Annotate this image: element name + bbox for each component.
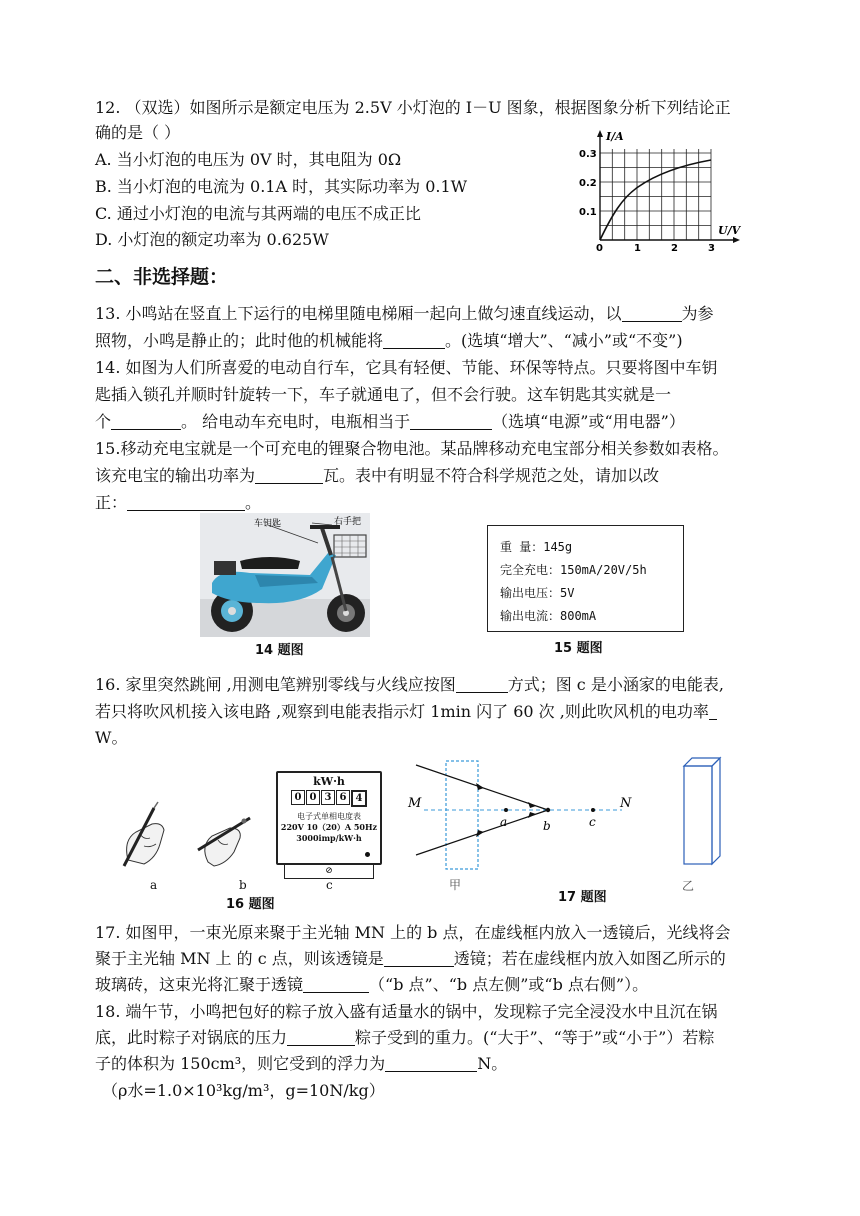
graph-x-tick: 1 xyxy=(634,243,641,252)
fig16-label-a: a xyxy=(150,878,158,892)
q15-blank-1[interactable] xyxy=(255,467,323,484)
label-n: N xyxy=(620,796,632,811)
fig17-caption: 17 题图 xyxy=(558,890,607,905)
q14-line2: 匙插入锁孔并顺时针旋转一下，车子就通电了，但不会行驶。这车钥匙其实就是一 xyxy=(95,385,672,404)
meter-unit: kW·h xyxy=(313,775,345,788)
graph-y-label: I/A xyxy=(606,130,624,143)
q13-blank-1[interactable] xyxy=(622,305,682,322)
q18-blank-2[interactable] xyxy=(385,1055,477,1072)
meter-digit: 0 xyxy=(306,790,320,805)
label-m: M xyxy=(408,796,422,811)
test-pen-hand-b xyxy=(190,806,260,868)
q16-blank-1[interactable] xyxy=(456,676,508,693)
q13-line1: 13. 小鸣站在竖直上下运行的电梯里随电梯厢一起向上做匀速直线运动，以 为参 xyxy=(95,304,714,323)
q17-blank-1[interactable] xyxy=(384,950,454,967)
q12-stem-line2: 确的是（ ） xyxy=(95,123,181,142)
q15-line3: 正： 。 xyxy=(95,493,262,512)
q14-blank-1[interactable] xyxy=(111,413,181,430)
q16-line2: 若只将吹风机接入该电路 ,观察到电能表指示灯 1min 闪了 60 次 ,则此吹风机的电功率 xyxy=(95,701,717,723)
bike-key-label: 车钥匙 xyxy=(254,519,282,529)
meter-line3: 3000imp/kW·h xyxy=(296,833,362,843)
q18-line1: 18. 端午节，小鸣把包好的粽子放入盛有适量水的锅中，发现粽子完全浸没水中且沉在锅 xyxy=(95,1002,718,1021)
graph-y-tick: 0.3 xyxy=(579,149,597,160)
graph-origin: 0 xyxy=(596,243,603,252)
q17-blank-2[interactable] xyxy=(303,976,369,993)
q16-blank-2[interactable] xyxy=(709,703,717,720)
meter-digits xyxy=(278,790,380,807)
meter-base: ⊘ xyxy=(284,865,374,879)
q17-line2: 聚于主光轴 MN 上 的 c 点，则该透镜是 透镜；若在虚线框内放入如图乙所示的 xyxy=(95,949,726,968)
fig16-caption: 16 题图 xyxy=(226,897,275,912)
meter-digit: 6 xyxy=(336,790,350,805)
q18-line3: 子的体积为 150cm³，则它受到的浮力为 N。 xyxy=(95,1054,508,1073)
graph-x-label: U/V xyxy=(718,224,741,237)
q12-option-b: B. 当小灯泡的电流为 0.1A 时，其实际功率为 0.1W xyxy=(95,177,468,196)
point-a-label: a xyxy=(500,815,508,829)
meter-indicator-light xyxy=(365,852,370,857)
bike-handle-label: 右手把 xyxy=(334,517,362,527)
fig14-caption: 14 题图 xyxy=(255,643,304,658)
test-pen-hand-a xyxy=(118,800,178,870)
q15-line2: 该充电宝的输出功率为 瓦。表中有明显不符合科学规范之处，请加以改 xyxy=(95,466,660,485)
q18-line2: 底，此时粽子对锅底的压力 粽子受到的重力。(“大于”、“等于”或“小于”）若粽 xyxy=(95,1028,715,1047)
light-convergence-diagram xyxy=(402,755,650,875)
q17-line1: 17. 如图甲，一束光原来聚于主光轴 MN 上的 b 点，在虚线框内放入一透镜后，光线将会 xyxy=(95,923,731,942)
spec-row: 输出电压：5V xyxy=(500,586,575,600)
q13-line2: 照物，小鸣是静止的；此时他的机械能将 。(选填“增大”、“减小”或“不变”) xyxy=(95,331,683,350)
glass-brick-diagram xyxy=(678,752,726,872)
spec-row: 重 量：145g xyxy=(500,540,573,554)
iu-graph xyxy=(578,127,748,252)
graph-y-tick: 0.1 xyxy=(579,207,597,218)
section-title: 二、非选择题： xyxy=(95,266,229,288)
q12-option-c: C. 通过小灯泡的电流与其两端的电压不成正比 xyxy=(95,204,421,223)
graph-x-tick: 2 xyxy=(671,243,678,252)
fig17-label-jia: 甲 xyxy=(449,878,462,892)
spec-row: 完全充电：150mA/20V/5h xyxy=(500,563,647,577)
q14-line3: 个 。 给电动车充电时，电瓶相当于 （选填“电源”或“用电器”） xyxy=(95,412,685,431)
meter-digit: 0 xyxy=(291,790,305,805)
iu-curve xyxy=(600,160,711,240)
fig17-label-yi: 乙 xyxy=(682,879,695,893)
powerbank-spec-table xyxy=(487,525,684,632)
fig16-label-c: c xyxy=(326,878,333,892)
q18-constants: （ρ水=1.0×10³kg/m³，g=10N/kg） xyxy=(102,1081,385,1100)
electric-bike-image xyxy=(200,513,370,637)
q17-line3: 玻璃砖，这束光将汇聚于透镜 （“b 点”、“b 点左侧”或“b 点右侧”）。 xyxy=(95,975,649,994)
q14-blank-2[interactable] xyxy=(410,413,492,430)
q12-stem-line1: 12. （双选）如图所示是额定电压为 2.5V 小灯泡的 I－U 图象，根据图象分析下列结论正 xyxy=(95,98,731,117)
q13-blank-2[interactable] xyxy=(383,332,445,349)
point-b-label: b xyxy=(543,819,551,833)
fig16-label-b: b xyxy=(239,878,247,892)
q14-line1: 14. 如图为人们所喜爱的电动自行车，它具有轻便、节能、环保等特点。只要将图中车钥 xyxy=(95,358,718,377)
electricity-meter xyxy=(276,771,382,865)
q12-option-a: A. 当小灯泡的电压为 0V 时，其电阻为 0Ω xyxy=(95,150,402,169)
q12-option-d: D. 小灯泡的额定功率为 0.625W xyxy=(95,230,329,249)
graph-x-tick: 3 xyxy=(708,243,715,252)
q15-line1: 15.移动充电宝就是一个可充电的锂聚合物电池。某品牌移动充电宝部分相关参数如表格。 xyxy=(95,439,729,458)
graph-y-tick: 0.2 xyxy=(579,178,597,189)
meter-line2: 220V 10（20）A 50Hz xyxy=(280,822,378,832)
q16-line1: 16. 家里突然跳闸 ,用测电笔辨别零线与火线应按图 方式；图 c 是小涵家的电能表, xyxy=(95,675,724,694)
q16-line3: W。 xyxy=(95,728,128,747)
spec-row: 输出电流：800mA xyxy=(500,609,597,623)
meter-line1: 电子式单相电度表 xyxy=(297,812,361,821)
meter-digit: 4 xyxy=(351,790,367,807)
meter-digit: 3 xyxy=(321,790,335,805)
fig15-caption: 15 题图 xyxy=(554,641,603,656)
q18-blank-1[interactable] xyxy=(287,1029,355,1046)
point-c-label: c xyxy=(589,815,596,829)
q15-blank-2[interactable] xyxy=(127,494,245,511)
